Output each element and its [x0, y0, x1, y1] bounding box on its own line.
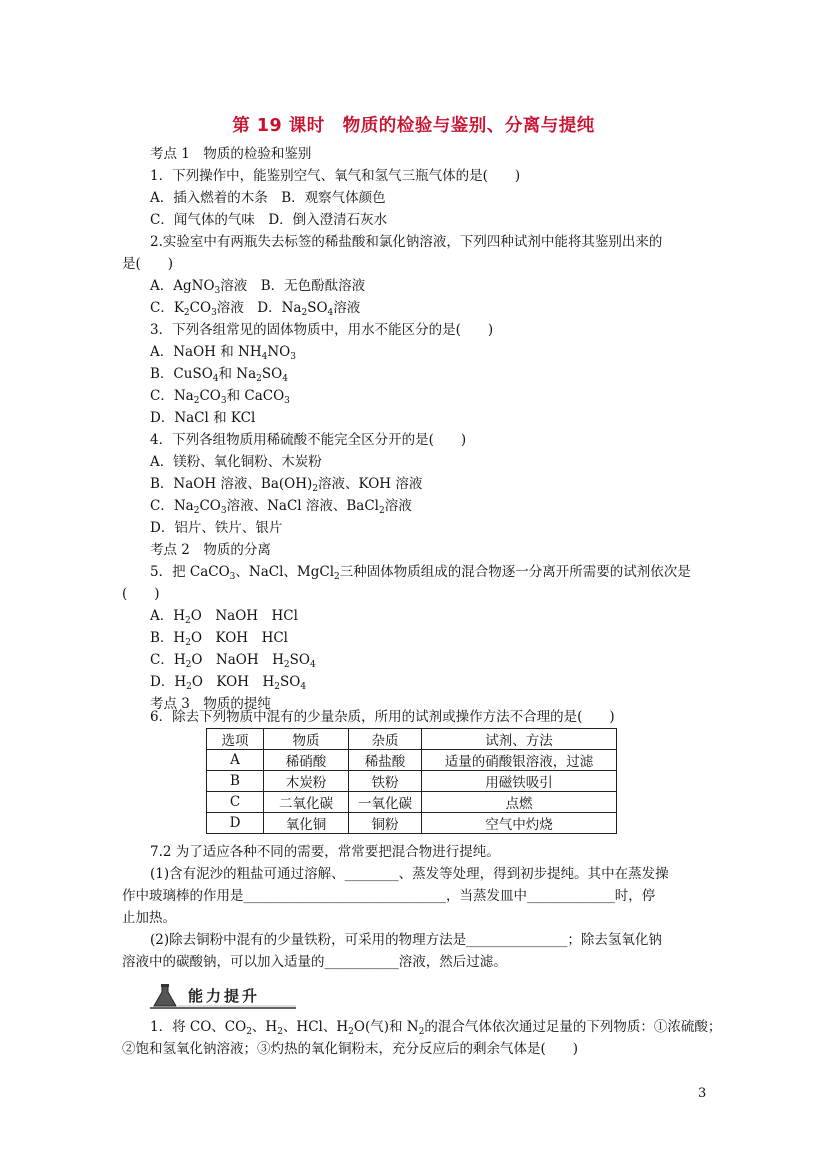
table-cell: 用磁铁吸引 — [422, 771, 617, 792]
question-5-option-a: A．$H_2O$ NaOH HCl — [150, 608, 298, 626]
question-3: 3．下列各组常见的固体物质中，用水不能区分的是( ) — [150, 322, 494, 338]
question-7-part-1-line-2: 作中玻璃棒的作用是______________________________，当蒸发皿中_____________时，停 — [122, 888, 656, 904]
question-3-option-d: D．NaCl 和 KCl — [150, 410, 256, 426]
question-2-line-1: 2.实验室中有两瓶失去标签的稀盐酸和氯化钠溶液，下列四种试剂中能将其鉴别出来的 — [150, 234, 663, 250]
question-4-option-d: D．铝片、铁片、银片 — [150, 520, 283, 536]
table-cell: 铁粉 — [349, 771, 422, 792]
question-7-part-1-line-3: 止加热。 — [122, 910, 176, 926]
section-label: 能力提升 — [188, 987, 261, 1005]
question-4-option-b: B．NaOH 溶液、$Ba(OH)_2$溶液、KOH 溶液 — [150, 476, 423, 494]
section-heading-1: 考点 1 物质的检验和鉴别 — [150, 146, 312, 162]
question-1: 1．下列操作中，能鉴别空气、氧气和氢气三瓶气体的是( ) — [150, 168, 521, 184]
table-cell: 适量的硝酸银溶液，过滤 — [422, 750, 617, 771]
question-5-line-2: ( ) — [122, 586, 160, 602]
question-5-line-1: 5．把 CaCO$_3$、NaCl、MgCl$_2$三种固体物质组成的混合物逐一分离开所需要的试剂依次是 — [150, 564, 691, 582]
question-1-options-cd: C．闻气体的气味 D．倒入澄清石灰水 — [150, 212, 388, 228]
question-5-option-d: D．$H_2O$ KOH $H_2SO_4$ — [150, 674, 307, 692]
section-heading-2: 考点 2 物质的分离 — [150, 542, 271, 558]
table-header: 试剂、方法 — [422, 729, 617, 750]
section-heading-3: 考点 3 物质的提纯 — [150, 696, 271, 712]
question-2-line-2: 是( ) — [122, 256, 174, 272]
table-header-row — [207, 729, 617, 750]
table-row — [207, 813, 617, 834]
question-4-option-c: C．$Na_2CO_3$溶液、NaCl 溶液、BaCl$_2$溶液 — [150, 498, 412, 516]
table-cell: 铜粉 — [349, 813, 422, 834]
question-3-option-c: C．$Na_2CO_3$和 CaCO$_3$ — [150, 388, 290, 406]
question-7-part-1-line-1: (1)含有泥沙的粗盐可通过溶解、________、蒸发等处理，得到初步提纯。其中在蒸发操 — [150, 866, 669, 882]
ability-question-1-line-1: 1．将 CO、$CO_2$、$H_2$、HCl、$H_2O$(气)和 $N_2$的混合气体依次通过足量的下列物质：①浓硫酸； — [150, 1019, 722, 1037]
table-cell: 稀硝酸 — [264, 750, 349, 771]
question-7: 7.2 为了适应各种不同的需要，常常要把混合物进行提纯。 — [150, 844, 500, 860]
question-5-option-b: B．$H_2O$ KOH HCl — [150, 630, 288, 648]
table-cell: 空气中灼烧 — [422, 813, 617, 834]
table-row — [207, 771, 617, 792]
question-4-option-a: A．镁粉、氧化铜粉、木炭粉 — [150, 454, 322, 470]
ability-section-banner — [148, 982, 298, 1010]
question-3-option-b: B．CuSO$_4$和 $Na_2SO_4$ — [150, 366, 288, 384]
table-header: 选项 — [207, 729, 264, 750]
question-6: 6．除去下列物质中混有的少量杂质，所用的试剂或操作方法不合理的是( ) — [150, 709, 615, 725]
question-4: 4．下列各组物质用稀硫酸不能完全区分开的是( ) — [150, 432, 467, 448]
table-header: 物质 — [264, 729, 349, 750]
table-cell: B — [207, 771, 264, 792]
question-7-part-2-line-1: (2)除去铜粉中混有的少量铁粉，可采用的物理方法是_______________；除去氢氧化钠 — [150, 932, 662, 948]
question-5-option-c: C．$H_2O$ NaOH $H_2SO_4$ — [150, 652, 316, 670]
table-cell: 氧化铜 — [264, 813, 349, 834]
table-cell: D — [207, 813, 264, 834]
table-cell: A — [207, 750, 264, 771]
options-table — [206, 728, 617, 834]
question-7-part-2-line-2: 溶液中的碳酸钠，可以加入适量的___________溶液，然后过滤。 — [122, 954, 507, 970]
table-cell: 木炭粉 — [264, 771, 349, 792]
table-header: 杂质 — [349, 729, 422, 750]
question-3-option-a: A．NaOH 和 $NH_4NO_3$ — [150, 344, 296, 362]
question-1-options-ab: A．插入燃着的木条 B．观察气体颜色 — [150, 190, 386, 206]
question-2-options-cd: C．$K_2CO_3$溶液 D．$Na_2SO_4$溶液 — [150, 300, 361, 318]
table-cell: C — [207, 792, 264, 813]
table-cell: 点燃 — [422, 792, 617, 813]
table-row — [207, 792, 617, 813]
table-cell: 一氧化碳 — [349, 792, 422, 813]
question-2-options-ab: A．AgNO$_3$溶液 B．无色酚酞溶液 — [150, 278, 366, 296]
table-row — [207, 750, 617, 771]
page-title: 第 19 课时 物质的检验与鉴别、分离与提纯 — [232, 116, 595, 136]
table-cell: 二氧化碳 — [264, 792, 349, 813]
page-number: 3 — [698, 1086, 707, 1101]
ability-question-1-line-2: ②饱和氢氧化钠溶液；③灼热的氧化铜粉末，充分反应后的剩余气体是( ) — [122, 1041, 579, 1057]
table-cell: 稀盐酸 — [349, 750, 422, 771]
